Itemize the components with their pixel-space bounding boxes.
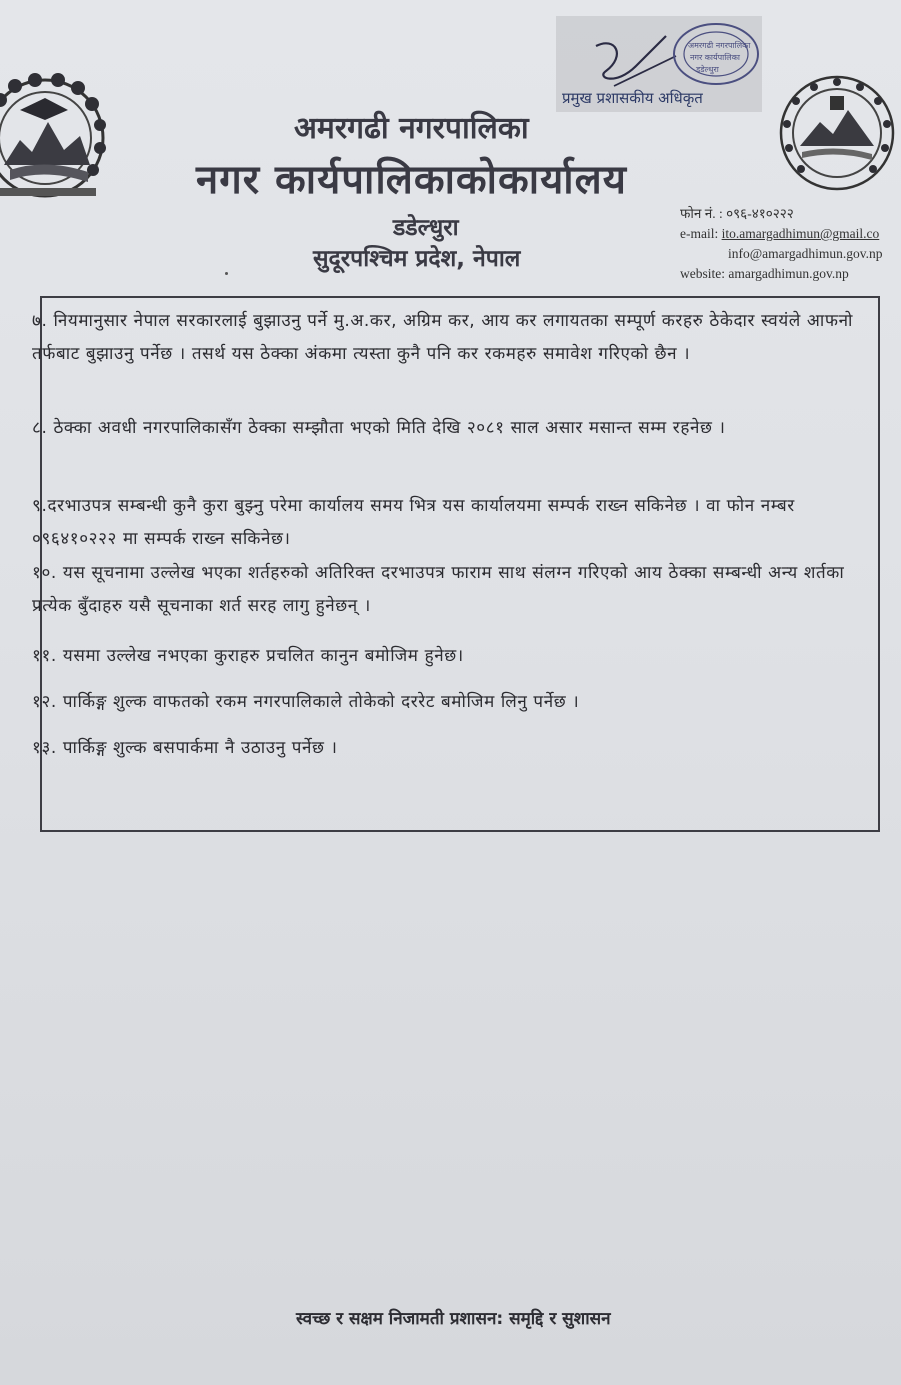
email-link-primary[interactable]: ito.amargadhimun@gmail.co [721,226,880,241]
contact-block [680,204,901,284]
province-name: सुदूरपश्चिम प्रदेश, नेपाल [313,246,521,272]
svg-text:नगर कार्यपालिका: नगर कार्यपालिका [690,53,740,62]
ink-dot [225,272,228,275]
clause-9: ९.दरभाउपत्र सम्बन्धी कुनै कुरा बुझ्नु परेमा कार्यालय समय भित्र यस कार्यालयमा सम्पर्क राख्न सकिनेछ । वा फोन नम्बर ०९६४१०२२२ मा सम्पर्क राख्न सकिनेछ। [32,496,795,549]
phone-number: फोन नं. : ०९६-४१०२२२ [680,206,794,221]
office-name: नगर कार्यपालिकाकोकार्यालय [196,157,627,203]
nepal-emblem-icon [0,70,120,210]
clause-13: १३. पार्किङ्ग शुल्क बसपार्कमा नै उठाउनु पर्नेछ । [32,738,338,758]
stamp-caption: प्रमुख प्रशासकीय अधिकृत [562,89,703,107]
municipality-name: अमरगढी नगरपालिका [294,111,529,146]
municipality-logo-icon [778,74,896,192]
email-label: e-mail: [680,226,719,241]
email-row [680,224,901,244]
clause-11: ११. यसमा उल्लेख नभएका कुराहरु प्रचलित कानुन बमोजिम हुनेछ। [32,646,464,666]
email-secondary[interactable]: info@amargadhimun.gov.np [728,246,883,261]
footer-slogan: स्वच्छ र सक्षम निजामती प्रशासन: समृद्दि र सुशासन [296,1309,611,1329]
svg-text:अमरगढी नगरपालिका: अमरगढी नगरपालिका [688,41,751,50]
clause-10: १०. यस सूचनामा उल्लेख भएका शर्तहरुको अतिरिक्त दरभाउपत्र फाराम साथ संलग्न गरिएको आय ठेक्का सम्बन्धी अन्य शर्तका प्रत्येक बुँदाहरु यसै सूचनाका शर्त सरह लागु हुनेछन् । [32,563,845,616]
clause-7: ७. नियमानुसार नेपाल सरकारलाई बुझाउनु पर्ने मु.अ.कर, अग्रिम कर, आय कर लगायतका सम्पूर्ण करहरु ठेकेदार स्वयंले आफनो तर्फबाट बुझाउनु पर्नेछ । तसर्थ यस ठेक्का अंकमा त्यस्ता कुनै पनि कर रकमहरु समावेश गरिएको छैन । [32,311,854,364]
district-name: डडेल्धुरा [393,215,459,241]
clause-12: १२. पार्किङ्ग शुल्क वाफतको रकम नगरपालिकाले तोकेको दररेट बमोजिम लिनु पर्नेछ । [32,692,580,712]
svg-text:डडेल्धुरा: डडेल्धुरा [696,65,719,74]
website-link[interactable]: website: amargadhimun.gov.np [680,266,849,281]
clause-8: ८. ठेक्का अवधी नगरपालिकासँग ठेक्का सम्झौता भएको मिति देखि २०८१ साल असार मसान्त सम्म रहनेछ । [32,418,726,438]
